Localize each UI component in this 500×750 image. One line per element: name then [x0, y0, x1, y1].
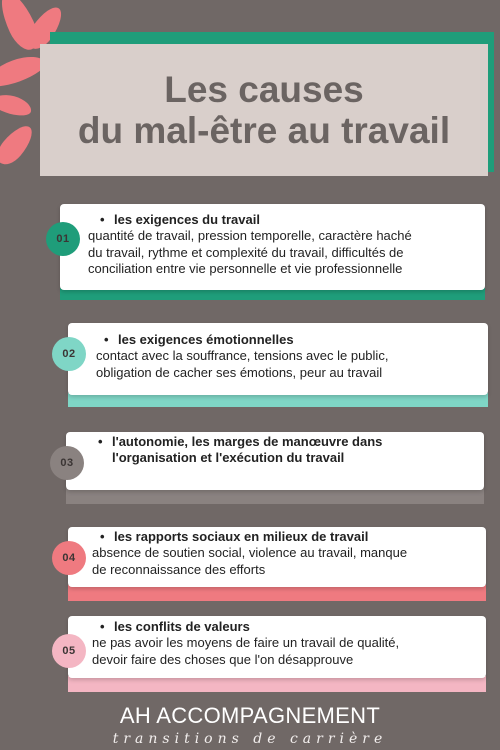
- card-description-line: obligation de cacher ses émotions, peur au travail: [96, 364, 383, 380]
- card-description: [96, 348, 388, 381]
- card-color-bar: [68, 393, 488, 407]
- card-heading: • les exigences émotionnelles: [104, 332, 294, 347]
- card-number-badge: 03: [50, 446, 84, 480]
- card-description: [88, 228, 412, 278]
- cause-card-01: [56, 204, 485, 300]
- card-heading-text: l'organisation et l'exécution du travail: [112, 450, 345, 465]
- cause-card-05: [62, 616, 486, 692]
- card-heading-text: les exigences émotionnelles: [118, 332, 294, 347]
- petal-decoration: [0, 120, 38, 169]
- petal-decoration: [0, 91, 34, 119]
- cause-card-04: [62, 527, 486, 601]
- card-heading: • les conflits de valeurs: [100, 619, 250, 634]
- card-color-bar: [66, 488, 484, 504]
- card-heading-text: les conflits de valeurs: [114, 619, 250, 634]
- card-description-line: ne pas avoir les moyens de faire un travail de qualité,: [92, 635, 400, 650]
- card-heading-text: l'autonomie, les marges de manœuvre dans: [112, 434, 383, 449]
- card-number-badge: 05: [52, 634, 86, 668]
- card-color-bar: [68, 585, 486, 601]
- card-description-line: contact avec la souffrance, tensions avec le public,: [96, 348, 389, 363]
- card-color-bar: [68, 676, 486, 692]
- card-heading: • les rapports sociaux en milieux de travail: [100, 529, 369, 544]
- card-heading: • les exigences du travail: [100, 212, 260, 227]
- title-box: [40, 44, 488, 176]
- brand-tagline: transitions de carrière: [112, 731, 388, 747]
- card-description-line: conciliation entre vie personnelle et vie professionnelle: [88, 261, 403, 276]
- card-heading: • l'autonomie, les marges de manœuvre dans l'organisation et l'exécution du travail: [98, 434, 383, 465]
- card-number-badge: 01: [46, 222, 80, 256]
- card-description: [92, 635, 399, 668]
- card-description-line: quantité de travail, pression temporelle, caractère haché: [88, 228, 412, 243]
- card-number-badge: 02: [52, 337, 86, 371]
- brand-name: AH ACCOMPAGNEMENT: [119, 703, 381, 728]
- cause-card-03: [60, 432, 484, 504]
- card-description-line: du travail, rythme et complexité du travail, difficultés de: [88, 244, 404, 260]
- card-description-line: de reconnaissance des efforts: [92, 561, 266, 577]
- card-description-line: devoir faire des choses que l'on désapprouve: [92, 651, 354, 667]
- card-heading-text: les rapports sociaux en milieux de travail: [114, 529, 369, 544]
- card-description-line: absence de soutien social, violence au travail, manque: [92, 545, 408, 560]
- card-number-badge: 04: [52, 541, 86, 575]
- card-description: [92, 545, 407, 578]
- cause-card-02: [62, 323, 488, 407]
- page-title-line-1: Les causes: [164, 68, 364, 110]
- card-heading-text: les exigences du travail: [114, 212, 260, 227]
- page-title-line-2: du mal-être au travail: [77, 110, 451, 151]
